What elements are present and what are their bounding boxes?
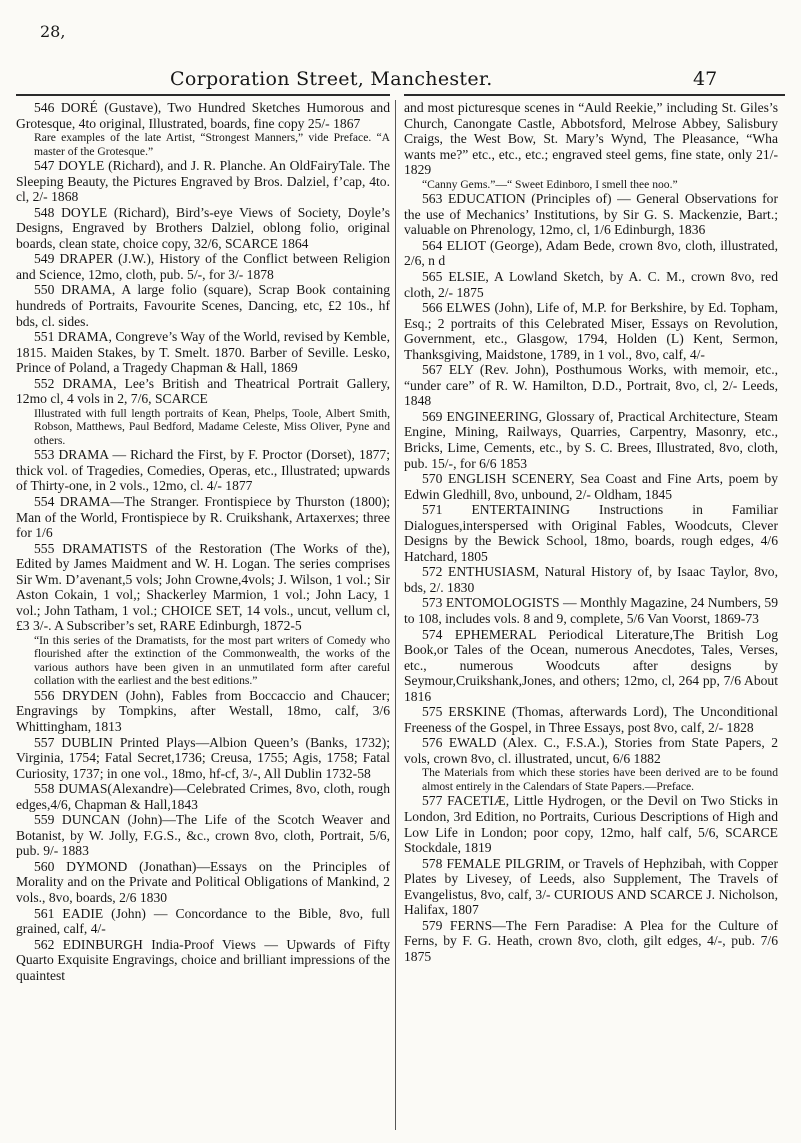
header-rule-left [16, 94, 390, 96]
page-number: 47 [693, 68, 718, 90]
catalogue-entry: 576 EWALD (Alex. C., F.S.A.), Stories from State Papers, 2 vols, crown 8vo, cl. illustrated, uncut, 6/6 1882 [404, 735, 778, 766]
right-column [404, 100, 778, 1130]
catalogue-entry: and most picturesque scenes in “Auld Reekie,” including St. Giles’s Church, Canongate Castle, Abbotsford, Melrose Abbey, Salisbury Craigs, the West Bow, St. Mary’s Wynd, The Pleasance, “Wha wants me?” etc., etc., etc.; engraved steel gems, fine state, only 21/- 1829 [404, 100, 778, 178]
catalogue-entry: 553 DRAMA — Richard the First, by F. Proctor (Dorset), 1877; thick vol. of Tragedies, Comedies, Operas, etc., Illustrated; upwards of Thirty-one, in 2 vols., 12mo, cl. 4/- 1877 [16, 447, 390, 494]
catalogue-entry: 575 ERSKINE (Thomas, afterwards Lord), The Unconditional Freeness of the Gospel, in Three Essays, post 8vo, calf, 2/- 1828 [404, 704, 778, 735]
catalogue-note: Rare examples of the late Artist, “Strongest Manners,” vide Preface. “A master of the Grotesque.” [34, 131, 390, 158]
catalogue-entry: 558 DUMAS(Alexandre)—Celebrated Crimes, 8vo, cloth, rough edges,4/6, Chapman & Hall,1843 [16, 781, 390, 812]
catalogue-entry: 565 ELSIE, A Lowland Sketch, by A. C. M., crown 8vo, red cloth, 2/- 1875 [404, 268, 778, 300]
catalogue-entry: 569 ENGINEERING, Glossary of, Practical Architecture, Steam Engine, Mining, Railways, Quarries, Carpentry, Masonry, etc., Bricks, Lime, Cements, etc., by S. C. Brees, Illustrated, 8vo, cloth, pub. 15/-, for 6/6 1853 [404, 408, 778, 471]
catalogue-entry: 552 DRAMA, Lee’s British and Theatrical Portrait Gallery, 12mo cl, 4 vols in 2, 7/6, SCARCE [16, 375, 390, 407]
catalogue-entry: 549 DRAPER (J.W.), History of the Conflict between Religion and Science, 12mo, cloth, pub. 5/-, for 3/- 1878 [16, 251, 390, 282]
catalogue-entry: 559 DUNCAN (John)—The Life of the Scotch Weaver and Botanist, by W. Jolly, F.G.S., &c., crown 8vo, cloth, Portrait, 5/6, pub. 9/- 1883 [16, 812, 390, 859]
catalogue-entry: 546 DORÉ (Gustave), Two Hundred Sketches Humorous and Grotesque, 4to original, Illustrated, boards, fine copy 25/- 1867 [16, 100, 390, 131]
catalogue-entry: 566 ELWES (John), Life of, M.P. for Berkshire, by Ed. Topham, Esq.; 2 portraits of this Celebrated Miser, Essays on Revolution, Government, etc., Glasgow, 1794, Holden (L) Kent, Sermon, Thanksgiving, Maidstone, 1789, in 1 vol., 8vo, calf, 4/- [404, 300, 778, 362]
catalogue-note: The Materials from which these stories have been derived are to be found almost entirely in the Calendars of State Papers.—Preface. [422, 766, 778, 793]
catalogue-entry: 573 ENTOMOLOGISTS — Monthly Magazine, 24 Numbers, 59 to 108, includes vols. 8 and 9, complete, 5/6 Van Voorst, 1869-73 [404, 595, 778, 626]
catalogue-entry: 547 DOYLE (Richard), and J. R. Planche. An OldFairyTale. The Sleeping Beauty, the Pictures Engraved by Bros. Dalziel, f’cap, 4to. cl, 2/- 1868 [16, 158, 390, 205]
header-title: Corporation Street, Manchester. [170, 68, 493, 90]
catalogue-entry: 567 ELY (Rev. John), Posthumous Works, with memoir, etc., “under care” of R. W. Hamilton, D.D., Portrait, 8vo, cl, 2/- Leeds, 1848 [404, 362, 778, 409]
catalogue-entry: 579 FERNS—The Fern Paradise: A Plea for the Culture of Ferns, by F. G. Heath, crown 8vo, cloth, gilt edges, 4/-, pub. 7/6 1875 [404, 917, 778, 964]
catalogue-entry: 560 DYMOND (Jonathan)—Essays on the Principles of Morality and on the Private and Political Obligations of Mankind, 2 vols., 8vo, boards, 2/6 1830 [16, 858, 390, 906]
page-header [0, 22, 801, 112]
catalogue-entry: 561 EADIE (John) — Concordance to the Bible, 8vo, full grained, calf, 4/- [16, 905, 390, 937]
catalogue-entry: 550 DRAMA, A large folio (square), Scrap Book containing hundreds of Portraits, Favourite Scenes, Dancing, etc, £2 10s., hf bds, cl. sides. [16, 282, 390, 329]
catalogue-entry: 570 ENGLISH SCENERY, Sea Coast and Fine Arts, poem by Edwin Gledhill, 8vo, unbound, 2/- Oldham, 1845 [404, 471, 778, 502]
catalogue-note: Illustrated with full length portraits of Kean, Phelps, Toole, Albert Smith, Robson, Matthews, Paul Bedford, Madame Celeste, Miss Oliver, Pyne and others. [34, 406, 390, 447]
column-divider [395, 100, 396, 1130]
catalogue-entry: 564 ELIOT (George), Adam Bede, crown 8vo, cloth, illustrated, 2/6, n d [404, 237, 778, 269]
catalogue-entry: 554 DRAMA—The Stranger. Frontispiece by Thurston (1800); Man of the World, Frontispiece by R. Cruikshank, Artaxerxes; three for 1/6 [16, 493, 390, 541]
catalogue-entry: 548 DOYLE (Richard), Bird’s-eye Views of Society, Doyle’s Designs, Engraved by Brothers Dalziel, oblong folio, original boards, clean state, choice copy, 32/6, SCARCE 1864 [16, 204, 390, 251]
catalogue-entry: 563 EDUCATION (Principles of) — General Observations for the use of Mechanics’ Institutions, by Sir G. S. Mackenzie, Bart.; valuable on Phrenology, 12mo, cl, 1/6 Edinburgh, 1836 [404, 191, 778, 238]
catalogue-entry: 551 DRAMA, Congreve’s Way of the World, revised by Kemble, 1815. Maiden Stakes, by T. Smelt. 1870. Barber of Seville. Lesko, Prince of Poland, a Tragedy Chapman & Hall, 1869 [16, 329, 390, 376]
catalogue-entry: 555 DRAMATISTS of the Restoration (The Works of the), Edited by James Maidment and W. H. Logan. The series comprises Sir Wm. D’avenant,5 vols; John Crowne,4vols; J. Wilson, 1 vol.; Sir Aston Cokain, 1 vol,; Shackerley Marmion, 1 vol.; John Lacy, 1 vol.; John Tatham, 1 vol.; CHOICE SET, 14 vols., uncut, vellum cl, £3 3/-. A Subscriber’s set, RARE Edinburgh, 1872-5 [16, 540, 390, 634]
catalogue-note: “In this series of the Dramatists, for the most part writers of Comedy who flourished after the extinction of the Commonwealth, the works of the various authors have been given in an unmutilated form after careful collation with the earliest and the best editions.” [34, 633, 390, 688]
left-column [16, 100, 390, 1130]
catalogue-entry: 562 EDINBURGH India-Proof Views — Upwards of Fifty Quarto Exquisite Engravings, choice and brilliant impressions of the quaintest [16, 936, 390, 983]
catalogue-entry: 557 DUBLIN Printed Plays—Albion Queen’s (Banks, 1732); Virginia, 1754; Fatal Secret,1736; Creusa, 1755; Agis, 1758; Fatal Curiosity, 1737; in one vol., 18mo, hf-cf, 3/-, All Dublin 1732-58 [16, 734, 390, 781]
catalogue-entry: 574 EPHEMERAL Periodical Literature,The British Log Book,or Tales of the Ocean, numerous Anecdotes, Tales, Verses, etc., numerous Woodcuts after designs by Seymour,Cruikshank,Jones, and others; 12mo, cl, 264 pp, 7/6 About 1816 [404, 626, 778, 704]
header-number: 28, [40, 22, 66, 41]
catalogue-entry: 578 FEMALE PILGRIM, or Travels of Hephzibah, with Copper Plates by Livesey, of Leeds, also Supplement, The Travels of Evangelistus, 8vo, calf, 3/- CURIOUS AND SCARCE J. Nicholson, Halifax, 1807 [404, 855, 778, 918]
catalogue-entry: 577 FACETIÆ, Little Hydrogen, or the Devil on Two Sticks in London, 3rd Edition, no Portraits, Curious Descriptions of High and Low Life in London; poor copy, 12mo, half calf, 5/6, SCARCE Stockdale, 1819 [404, 793, 778, 856]
catalogue-entry: 572 ENTHUSIASM, Natural History of, by Isaac Taylor, 8vo, bds, 2/. 1830 [404, 564, 778, 595]
catalogue-entry: 571 ENTERTAINING Instructions in Familiar Dialogues,interspersed with Original Fables, Woodcuts, Clever Designs by the Bewick School, 18mo, boards, rough edges, 4/6 Hatchard, 1805 [404, 502, 778, 564]
catalogue-note: “Canny Gems.”—“ Sweet Edinboro, I smell thee noo.” [422, 177, 678, 191]
header-rule-right [404, 94, 785, 96]
catalogue-entry: 556 DRYDEN (John), Fables from Boccaccio and Chaucer; Engravings by Tompkins, after Westall, 18mo, calf, 3/6 Whittingham, 1813 [16, 687, 390, 734]
